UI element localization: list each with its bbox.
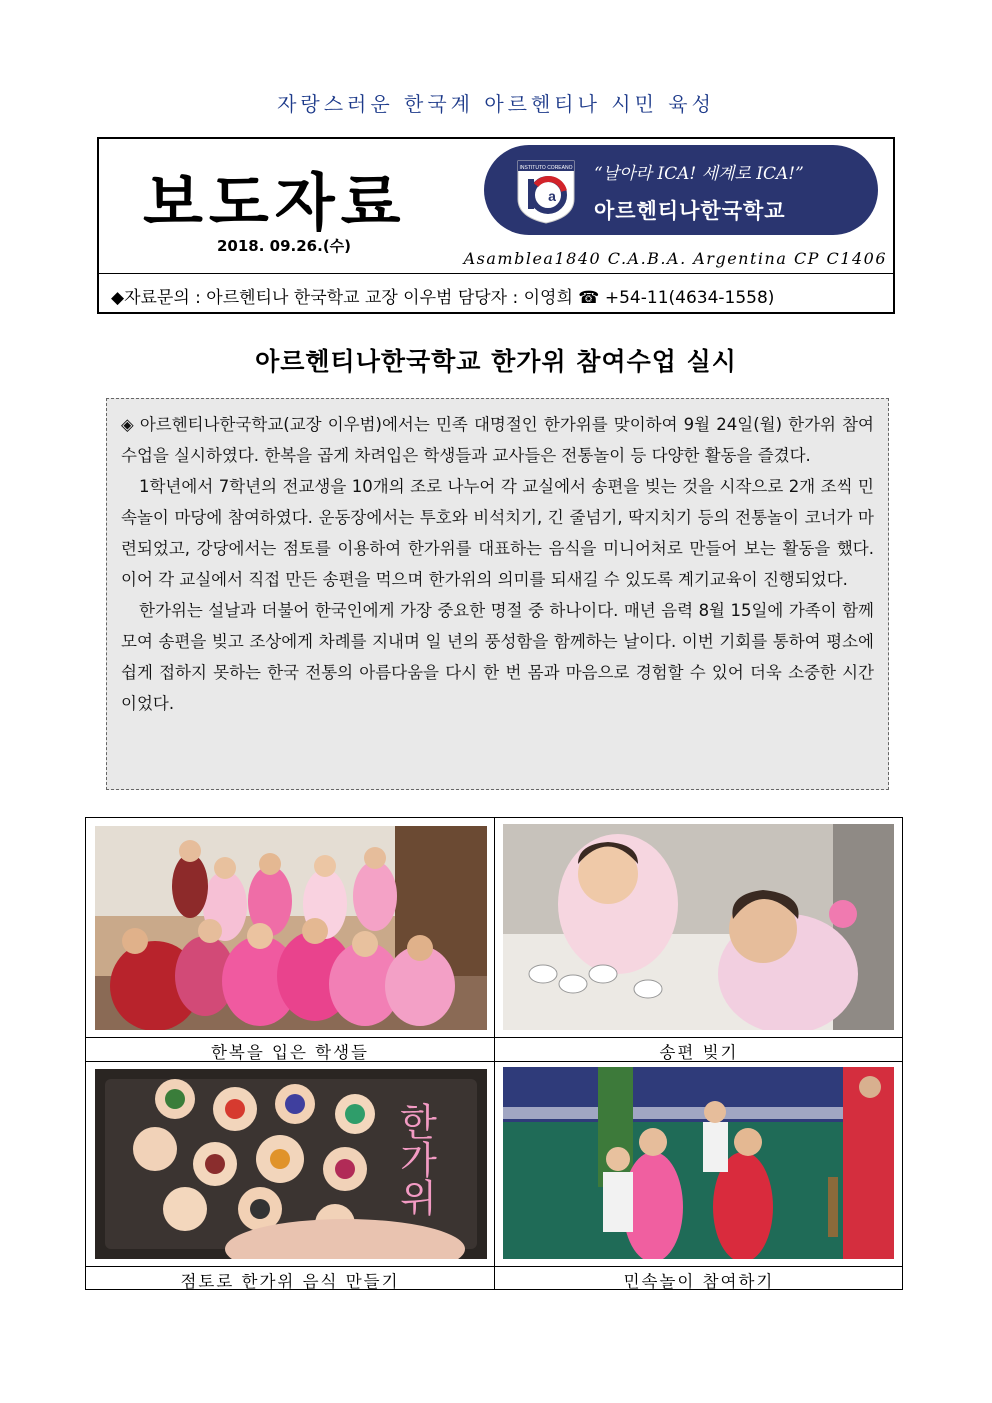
school-logo-banner [484,145,878,235]
header-divider [99,273,893,274]
logo-school-name: 아르헨티나한국학교 [594,199,786,223]
contact-info: ◆자료문의 : 아르헨티나 한국학교 교장 이우범 담당자 : 이영희 ☎ +54-11(4634-1558) [111,288,775,308]
photo-making-songpyeon [503,824,894,1030]
table-row-divider [86,1266,902,1267]
clay-hangawi-text: 한가위 [393,1102,437,1216]
svg-text:INSTITUTO COREANO: INSTITUTO COREANO [519,165,573,171]
school-emblem-icon [514,155,578,225]
photo-caption: 송편 빚기 [659,1043,739,1062]
press-header [97,137,895,314]
header-upper [99,139,893,273]
press-date: 2018. 09.26.(수) [217,237,352,255]
photo-students-hanbok [95,826,487,1030]
slogan: 자랑스러운 한국계 아르헨티나 시민 육성 [277,92,715,116]
photo-clay-food [95,1069,487,1259]
photo-caption: 한복을 입은 학생들 [210,1043,369,1062]
school-address: Asamblea1840 C.A.B.A. Argentina CP C1406 [463,249,887,268]
press-title: 보도자료 [143,166,407,239]
logo-motto: “날아라 ICA! 세계로 ICA!” [594,164,804,184]
summary-paragraph-2: 1학년에서 7학년의 전교생을 10개의 조로 나누어 각 교실에서 송편을 빚는 것을 시작으로 2개 조씩 민속놀이 마당에 참여하였다. 운동장에서는 투호와 비석치기, 긴 줄넘기, 딱지치기 등의 전통놀이 코너가 마련되었고, 강당에서는 점토를 이용하여 한가위를 대표하는 음식을 미니어처로 만들어 보는 활동을 했다. 이어 각 교실에서 직접 만든 송편을 먹으며 한가위의 의미를 되새길 수 있도록 계기교육이 진행되었다. [121,477,874,589]
summary-paragraph-1: ◈ 아르헨티나한국학교(교장 이우범)에서는 민족 대명절인 한가위를 맞이하여 9월 24일(월) 한가위 참여수업을 실시하였다. 한복을 곱게 차려입은 학생들과 교사들은 전통놀이 등 다양한 활동을 즐겼다. [121,415,874,465]
svg-text:a: a [548,188,556,204]
article-headline: 아르헨티나한국학교 한가위 참여수업 실시 [255,347,737,376]
photo-folk-games [503,1067,894,1259]
table-row-divider [86,1037,902,1038]
photo-caption: 민속놀이 참여하기 [623,1272,775,1291]
photo-caption: 점토로 한가위 음식 만들기 [180,1272,400,1291]
summary-paragraph-3: 한가위는 설날과 더불어 한국인에게 가장 중요한 명절 중 하나이다. 매년 음력 8월 15일에 가족이 함께 모여 송편을 빚고 조상에게 차례를 지내며 일 년의 풍성함을 함께하는 날이다. 이번 기회를 통하여 평소에 쉽게 접하지 못하는 한국 전통의 아름다움을 다시 한 번 몸과 마음으로 경험할 수 있어 더욱 소중한 시간이었다. [121,601,874,713]
article-summary-box [106,398,889,790]
photo-table [85,817,903,1290]
